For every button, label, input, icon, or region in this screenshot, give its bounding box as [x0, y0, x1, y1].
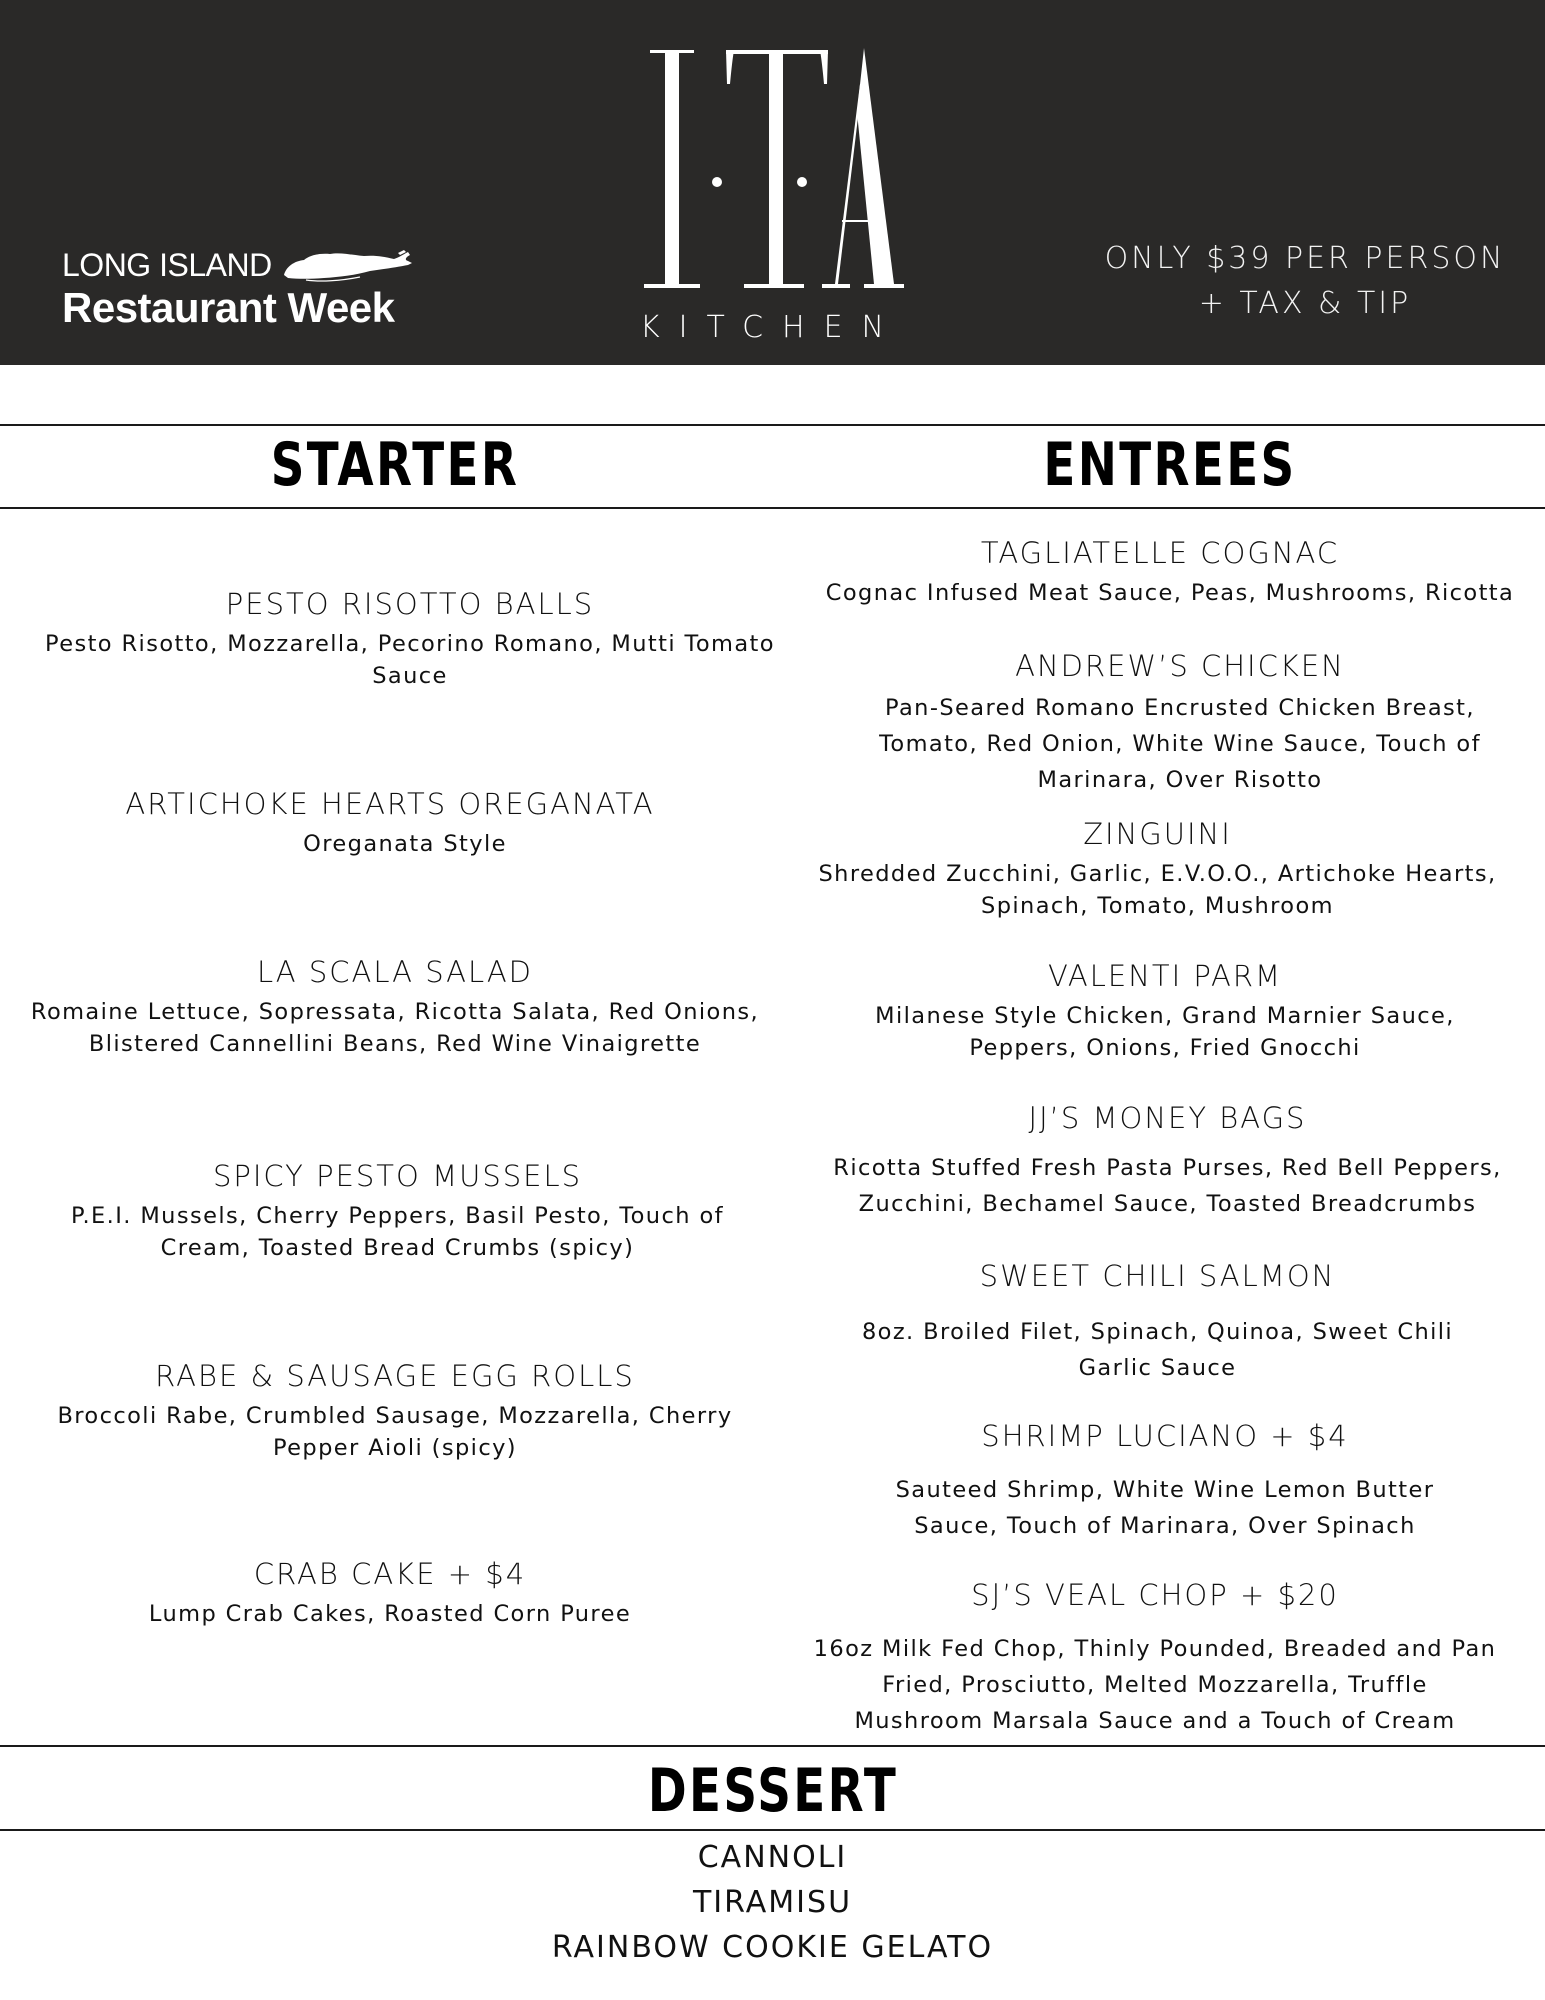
entree-item	[775, 1577, 1535, 1739]
logo-subtitle: KITCHEN	[640, 310, 903, 345]
starter-item	[0, 954, 790, 1060]
item-description: Oreganata Style	[303, 831, 507, 857]
restaurant-week-badge	[62, 246, 416, 332]
starter-item	[0, 1358, 790, 1464]
item-name: LA SCALA SALAD	[256, 955, 534, 989]
item-name: VALENTI PARM	[1047, 959, 1283, 993]
ita-logo-mark	[636, 48, 904, 304]
item-description: Cognac Infused Meat Sauce, Peas, Mushrooms, Ricotta	[825, 580, 1515, 606]
event-line1: LONG ISLAND	[62, 247, 272, 283]
entree-item	[785, 648, 1545, 798]
item-name: ANDREW’S CHICKEN	[1015, 649, 1345, 683]
entree-item	[785, 1100, 1545, 1222]
entrees-heading: ENTREES	[1043, 430, 1297, 500]
event-line2: Restaurant Week	[62, 284, 395, 331]
item-name: SPICY PESTO MUSSELS	[212, 1159, 583, 1193]
dessert-item: RAINBOW COOKIE GELATO	[551, 1930, 994, 1965]
ita-kitchen-logo	[636, 48, 904, 348]
item-name: ZINGUINI	[1083, 817, 1232, 851]
item-name: ARTICHOKE HEARTS OREGANATA	[125, 787, 655, 821]
starter-item	[20, 586, 800, 692]
item-description: Sauteed Shrimp, White Wine Lemon Butter Sauce, Touch of Marinara, Over Spinach	[895, 1477, 1435, 1539]
price-info	[1080, 236, 1530, 326]
section-divider	[0, 507, 1545, 509]
item-name: RABE & SAUSAGE EGG ROLLS	[155, 1359, 635, 1393]
starter-item	[0, 786, 780, 860]
item-description: 16oz Milk Fed Chop, Thinly Pounded, Breaded and Pan Fried, Prosciutto, Melted Mozzarella, Truffle Mushroom Marsala Sauce and a Touch of Cream	[813, 1636, 1497, 1734]
price-line2: + TAX & TIP	[1198, 286, 1412, 321]
item-name: SWEET CHILI SALMON	[979, 1259, 1336, 1293]
section-divider	[0, 1745, 1545, 1747]
item-name: JJ’S MONEY BAGS	[1028, 1101, 1307, 1135]
menu-header	[0, 0, 1545, 365]
entree-item	[785, 535, 1545, 609]
item-name: TAGLIATELLE COGNAC	[980, 536, 1340, 570]
entree-item	[785, 816, 1530, 922]
entree-item	[785, 958, 1545, 1064]
item-description: P.E.I. Mussels, Cherry Peppers, Basil Pesto, Touch of Cream, Toasted Bread Crumbs (spicy)	[71, 1203, 724, 1261]
starter-item	[0, 1556, 780, 1630]
dessert-heading: DESSERT	[647, 1756, 899, 1826]
starter-item	[0, 1158, 795, 1264]
item-description: Milanese Style Chicken, Grand Marnier Sauce, Peppers, Onions, Fried Gnocchi	[875, 1003, 1455, 1061]
item-name: SHRIMP LUCIANO + $4	[981, 1419, 1349, 1453]
item-description: Broccoli Rabe, Crumbled Sausage, Mozzarella, Cherry Pepper Aioli (spicy)	[57, 1403, 733, 1461]
section-divider	[0, 424, 1545, 426]
entree-item	[785, 1418, 1545, 1544]
item-description: Ricotta Stuffed Fresh Pasta Purses, Red Bell Peppers, Zucchini, Bechamel Sauce, Toasted Breadcrumbs	[833, 1155, 1502, 1217]
item-description: Lump Crab Cakes, Roasted Corn Puree	[148, 1601, 632, 1627]
long-island-map-icon	[280, 247, 416, 283]
item-description: Shredded Zucchini, Garlic, E.V.O.O., Artichoke Hearts, Spinach, Tomato, Mushroom	[818, 861, 1497, 919]
item-description: 8oz. Broiled Filet, Spinach, Quinoa, Sweet Chili Garlic Sauce	[861, 1319, 1454, 1381]
section-divider	[0, 1829, 1545, 1831]
starter-heading: STARTER	[270, 430, 520, 500]
item-description: Romaine Lettuce, Sopressata, Ricotta Salata, Red Onions, Blistered Cannellini Beans, Red Wine Vinaigrette	[30, 999, 760, 1057]
price-line1: ONLY $39 PER PERSON	[1104, 241, 1506, 276]
dessert-item: TIRAMISU	[692, 1885, 853, 1920]
item-name: CRAB CAKE + $4	[253, 1557, 527, 1591]
item-description: Pan-Seared Romano Encrusted Chicken Breast, Tomato, Red Onion, White Wine Sauce, Touch of Marinara, Over Risotto	[879, 695, 1481, 793]
dessert-item: CANNOLI	[697, 1840, 848, 1875]
entree-item	[785, 1258, 1530, 1386]
item-description: Pesto Risotto, Mozzarella, Pecorino Romano, Mutti Tomato Sauce	[45, 631, 775, 689]
item-name: PESTO RISOTTO BALLS	[225, 587, 595, 621]
item-name: SJ’S VEAL CHOP + $20	[971, 1578, 1339, 1612]
